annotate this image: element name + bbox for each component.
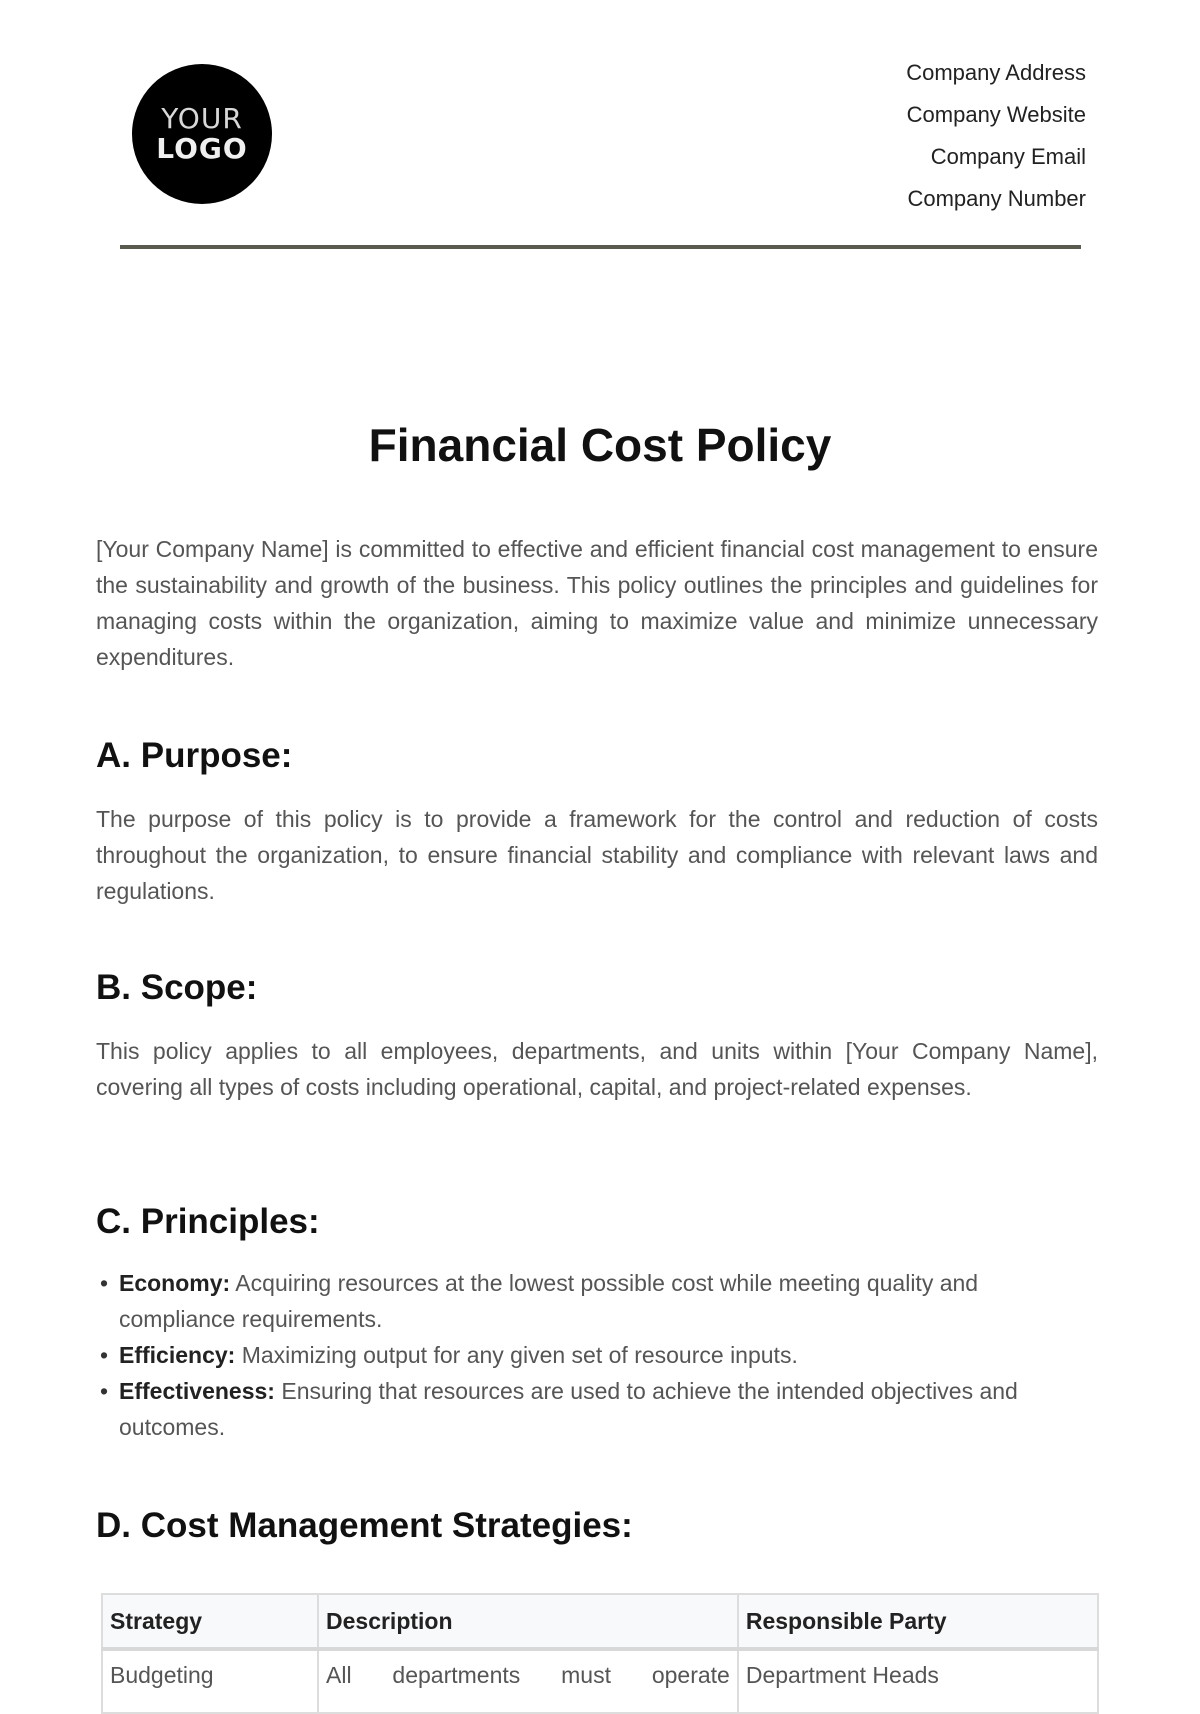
scope-paragraph: This policy applies to all employees, departments, and units within [Your Company Name], covering all types of costs including operational, capital, and project-related expenses. <box>96 1038 1098 1100</box>
principle-text: Maximizing output for any given set of resource inputs. <box>235 1342 798 1368</box>
principles-list <box>96 1265 1098 1445</box>
section-heading-purpose: A. Purpose: <box>96 736 293 775</box>
principle-item <box>96 1373 1098 1445</box>
principle-text: Acquiring resources at the lowest possible cost while meeting quality and compliance requirements. <box>119 1270 979 1332</box>
intro-paragraph: [Your Company Name] is committed to effective and efficient financial cost management to ensure the sustainability and growth of the business. This policy outlines the principles and guidelines for managing costs within the organization, aiming to maximize value and minimize unnecessary expenditures. <box>96 536 1098 670</box>
company-email: Company Email <box>930 144 1086 169</box>
principle-term: Effectiveness: <box>119 1378 275 1404</box>
principle-item <box>96 1337 1098 1373</box>
cell-responsible-party: Department Heads <box>738 1649 1098 1713</box>
principle-term: Economy: <box>119 1270 231 1296</box>
company-logo <box>132 64 272 204</box>
company-website: Company Website <box>906 102 1086 127</box>
column-header-description: Description <box>318 1594 738 1649</box>
principle-term: Efficiency: <box>119 1342 236 1368</box>
section-heading-strategies: D. Cost Management Strategies: <box>96 1506 633 1545</box>
strategies-table <box>101 1593 1099 1714</box>
letterhead <box>0 0 1200 260</box>
logo-line-2: LOGO <box>156 132 248 165</box>
cell-description: All departments must operate <box>318 1649 738 1713</box>
principle-item <box>96 1265 1098 1337</box>
purpose-paragraph: The purpose of this policy is to provide a framework for the control and reduction of costs throughout the organization, to ensure financial stability and compliance with relevant laws and regulations. <box>96 806 1098 904</box>
header-divider <box>120 245 1081 249</box>
section-heading-principles: C. Principles: <box>96 1202 320 1241</box>
column-header-strategy: Strategy <box>102 1594 318 1649</box>
table-row <box>102 1649 1098 1713</box>
cell-strategy: Budgeting <box>102 1649 318 1713</box>
principle-text: Ensuring that resources are used to achieve the intended objectives and outcomes. <box>119 1378 1018 1440</box>
logo-line-1: YOUR <box>161 102 243 135</box>
document-title: Financial Cost Policy <box>368 419 832 471</box>
table-header-row <box>102 1594 1098 1649</box>
company-address: Company Address <box>906 60 1086 85</box>
company-number: Company Number <box>907 186 1086 211</box>
column-header-responsible-party: Responsible Party <box>738 1594 1098 1649</box>
section-heading-scope: B. Scope: <box>96 968 258 1007</box>
company-info <box>906 52 1086 220</box>
